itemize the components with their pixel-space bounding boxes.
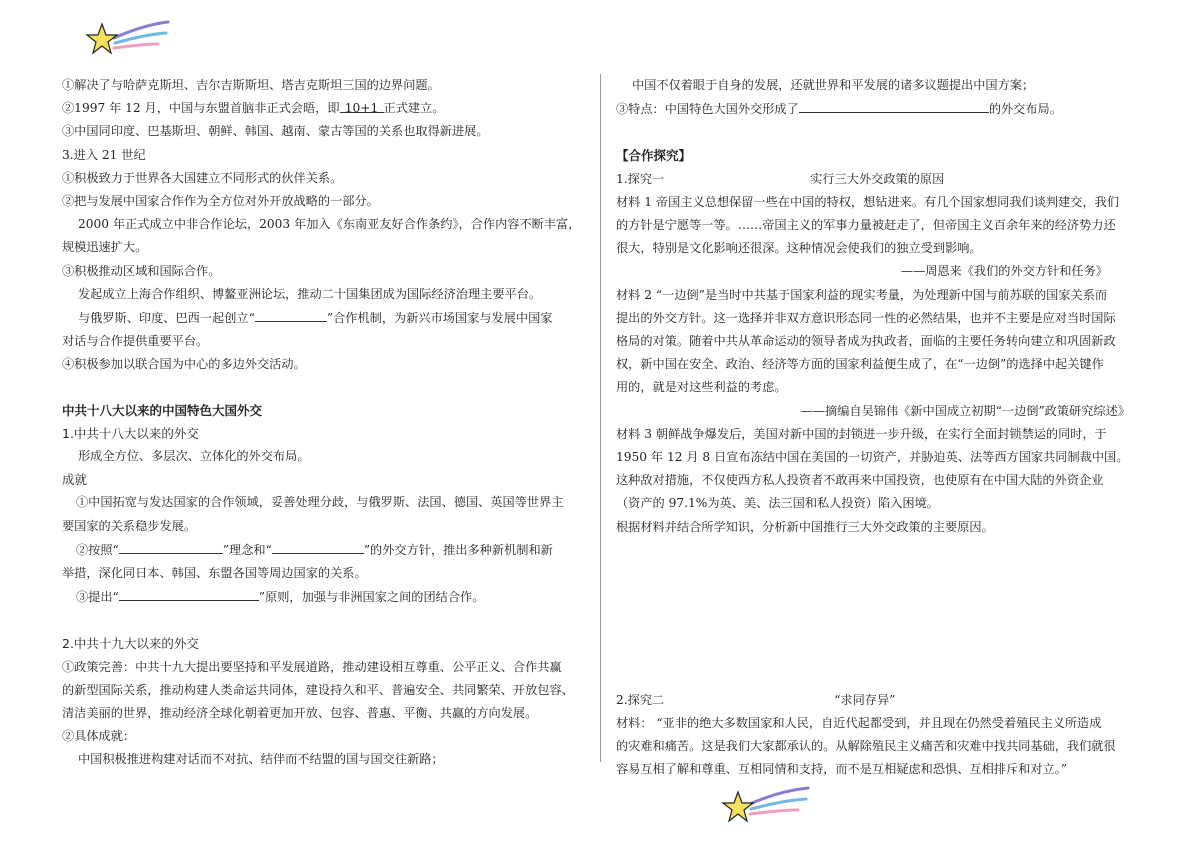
material-line: 材料 1 帝国主义总想保留一些在中国的特权，想钻进来。有几个国家想同我们谈判建交，我们	[616, 194, 1120, 209]
material-line: 容易互相了解和尊重、互相同情和支持，而不是互相疑虑和恐惧、互相排斥和对立。”	[616, 762, 1068, 777]
text-line: 清洁美丽的世界，推动经济全球化朝着更加开放、包容、普惠、平衡、共赢的方向发展。	[62, 706, 538, 721]
fill-blank[interactable]	[799, 97, 989, 113]
text-line: ③特点：中国特色大国外交形成了 的外交布局。	[616, 97, 1148, 121]
text-line: ③积极推动区域和国际合作。	[62, 263, 221, 278]
material-line: （资产的 97.1%为英、美、法三国和私人投资）陷入困境。	[616, 496, 939, 511]
material-source: ——周恩来《我们的外交方针和任务》	[900, 264, 1108, 279]
text-line: ②按照“ ”理念和“ ”的外交方针，推出多种新机制和新	[62, 538, 584, 562]
text-line: ②1997 年 12 月，中国与东盟首脑非正式会晤，即 10+1 正式建立。	[62, 97, 584, 120]
fill-blank[interactable]	[119, 538, 223, 554]
question: 根据材料并结合所学知识，分析新中国推行三大外交政策的主要原因。	[616, 519, 994, 534]
text-line: 发起成立上海合作组织、博鳌亚洲论坛，推动二十国集团成为国际经济治理主要平台。	[78, 286, 542, 301]
material-line: 用的，就是对这些利益的考虑。	[616, 380, 787, 395]
material-line: 这种敌对措施，不仅使西方私人投资者不敢再来中国投资，也使原有在中国大陆的外资企业	[616, 473, 1104, 488]
text-line: ③提出“ ”原则，加强与非洲国家之间的团结合作。	[62, 585, 584, 609]
material-line: 材料： “亚非的绝大多数国家和人民，自近代起都受到，并且现在仍然受着殖民主义所造成	[616, 716, 1102, 731]
material-line: 的灾难和痛苦。这是我们大家都承认的。从解除殖民主义痛苦和灾难中找共同基础，我们就很	[616, 739, 1116, 754]
material-line: 的方针是宁愿等一等。……帝国主义的军事力量被赶走了，但帝国主义百余年来的经济势力还	[616, 218, 1116, 233]
material-line: 权，新中国在安全、政治、经济等方面的国家利益便生成了，在“一边倒”的选择中起关键作	[616, 357, 1104, 372]
text-line: 形成全方位、多层次、立体化的外交布局。	[78, 449, 310, 464]
text-line: ④积极参加以联合国为中心的多边外交活动。	[62, 357, 306, 372]
material-line: 材料 2 “一边倒”是当时中共基于国家利益的现实考量，为处理新中国与前苏联的国家关系而	[616, 287, 1108, 302]
answer-space[interactable]	[616, 539, 1148, 689]
text-line: 中国积极推进构建对话而不对抗、结伴而不结盟的国与国交往新路；	[78, 752, 444, 767]
text-line: ②把与发展中国家合作作为全方位对外开放战略的一部分。	[62, 194, 379, 209]
text-line: ②具体成就：	[62, 729, 136, 744]
material-line: 提出的外交方针。这一选择并非双方意识形态同一性的必然结果，也并不主要是应对当时国际	[616, 310, 1116, 325]
text-line: ①政策完善：中共十九大提出要坚持和平发展道路，推动建设相互尊重、公平正义、合作共赢	[62, 659, 562, 674]
inquiry-heading: 1.探究一 实行三大外交政策的原因	[616, 171, 945, 186]
section-heading: 中共十八大以来的中国特色大国外交	[62, 402, 263, 418]
label-achievement: 成就	[62, 472, 88, 488]
section-heading-cooperation: 【合作探究】	[616, 148, 692, 164]
inquiry-heading: 2.探究二 “求同存异”	[616, 692, 896, 707]
subsection-heading: 2.中共十九大以来的外交	[62, 636, 199, 652]
text-line: 规模迅速扩大。	[62, 240, 148, 255]
text-line: 举措，深化同日本、韩国、东盟各国等周边国家的关系。	[62, 566, 367, 581]
material-line: 1950 年 12 月 8 日宣布冻结中国在美国的一切资产，并胁迫英、法等西方国家共同制裁中国。	[616, 450, 1129, 465]
column-divider	[600, 74, 601, 762]
fill-blank[interactable]	[119, 585, 259, 601]
fill-blank[interactable]	[255, 306, 327, 322]
text-line: 对话与合作提供重要平台。	[62, 334, 209, 349]
text-line: 要国家的关系稳步发展。	[62, 518, 197, 533]
right-column	[616, 74, 1148, 782]
left-column	[62, 74, 584, 772]
fill-blank[interactable]	[272, 538, 364, 554]
text-line: ①积极致力于世界各大国建立不同形式的伙伴关系。	[62, 170, 343, 185]
subsection-heading: 1.中共十八大以来的外交	[62, 425, 199, 441]
material-line: 材料 3 朝鲜战争爆发后，美国对新中国的封锁进一步升级，在实行全面封锁禁运的同时，于	[616, 426, 1107, 441]
text-line: 与俄罗斯、印度、巴西一起创立“ ”合作机制，为新兴市场国家与发展中国家	[62, 306, 584, 330]
fill-blank-filled: 10+1	[340, 97, 384, 113]
text-line: 2000 年正式成立中非合作论坛，2003 年加入《东南亚友好合作条约》，合作内容不断丰富，	[78, 217, 581, 232]
shooting-star-icon-bottom	[718, 782, 810, 830]
material-line: 格局的对策。随着中共从革命运动的领导者成为执政者，面临的主要任务转向建立和巩固新政	[616, 334, 1116, 349]
text-line: ③中国同印度、巴基斯坦、朝鲜、韩国、越南、蒙古等国的关系也取得新进展。	[62, 124, 489, 139]
text-line: ①中国拓宽与发达国家的合作领域，妥善处理分歧，与俄罗斯、法国、德国、英国等世界主	[76, 495, 564, 510]
text-line: ①解决了与哈萨克斯坦、吉尔吉斯斯坦、塔吉克斯坦三国的边界问题。	[62, 78, 440, 92]
material-source: ——摘编自吴锦伟《新中国成立初期“一边倒”政策研究综述》	[800, 403, 1130, 418]
shooting-star-icon-top	[84, 16, 170, 62]
subsection-heading: 3.进入 21 世纪	[62, 147, 146, 162]
text-line: 的新型国际关系，推动构建人类命运共同体，建设持久和平、普遍安全、共同繁荣、开放包容、	[62, 682, 574, 697]
material-line: 很大，特别是文化影响还很深。这种情况会使我们的独立受到影响。	[616, 241, 982, 256]
text-line: 中国不仅着眼于自身的发展，还就世界和平发展的诸多议题提出中国方案；	[632, 78, 1035, 92]
